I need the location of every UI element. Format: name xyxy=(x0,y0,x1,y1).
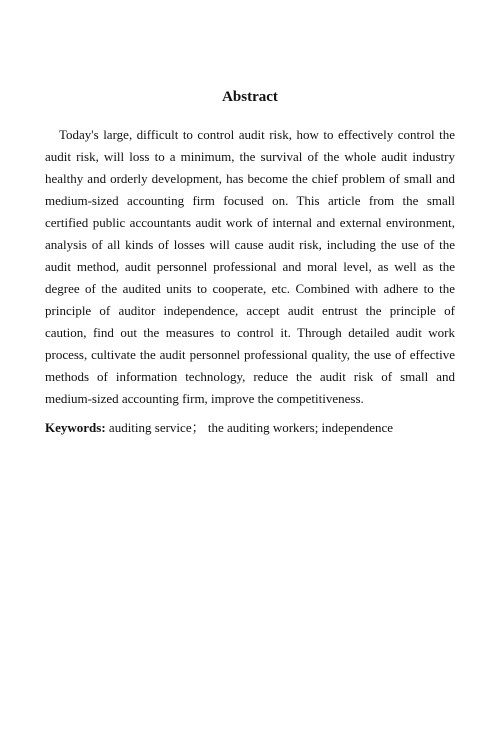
keywords-value: auditing service； the auditing workers; independence xyxy=(105,420,394,435)
abstract-title: Abstract xyxy=(222,89,278,105)
keywords-line xyxy=(45,418,455,438)
abstract-body-text: Today's large, difficult to control audit risk, how to effectively control the audit risk, will loss to a minimum, the survival of the whole audit industry healthy and orderly development, has become the chief problem of small and medium-sized accounting firm focused on. This article from the small certified public accountants audit work of internal and external environment, analysis of all kinds of losses will cause audit risk, including the use of the audit method, audit personnel professional and moral level, as well as the degree of the audited units to cooperate, etc. Combined with adhere to the principle of auditor independence, accept audit entrust the principle of caution, find out the measures to control it. Through detailed audit work process, cultivate the audit personnel professional quality, the use of effective methods of information technology, reduce the audit risk of small and medium-sized accounting firm, improve the competitiveness. xyxy=(45,127,455,406)
keywords-label: Keywords: xyxy=(45,420,106,435)
